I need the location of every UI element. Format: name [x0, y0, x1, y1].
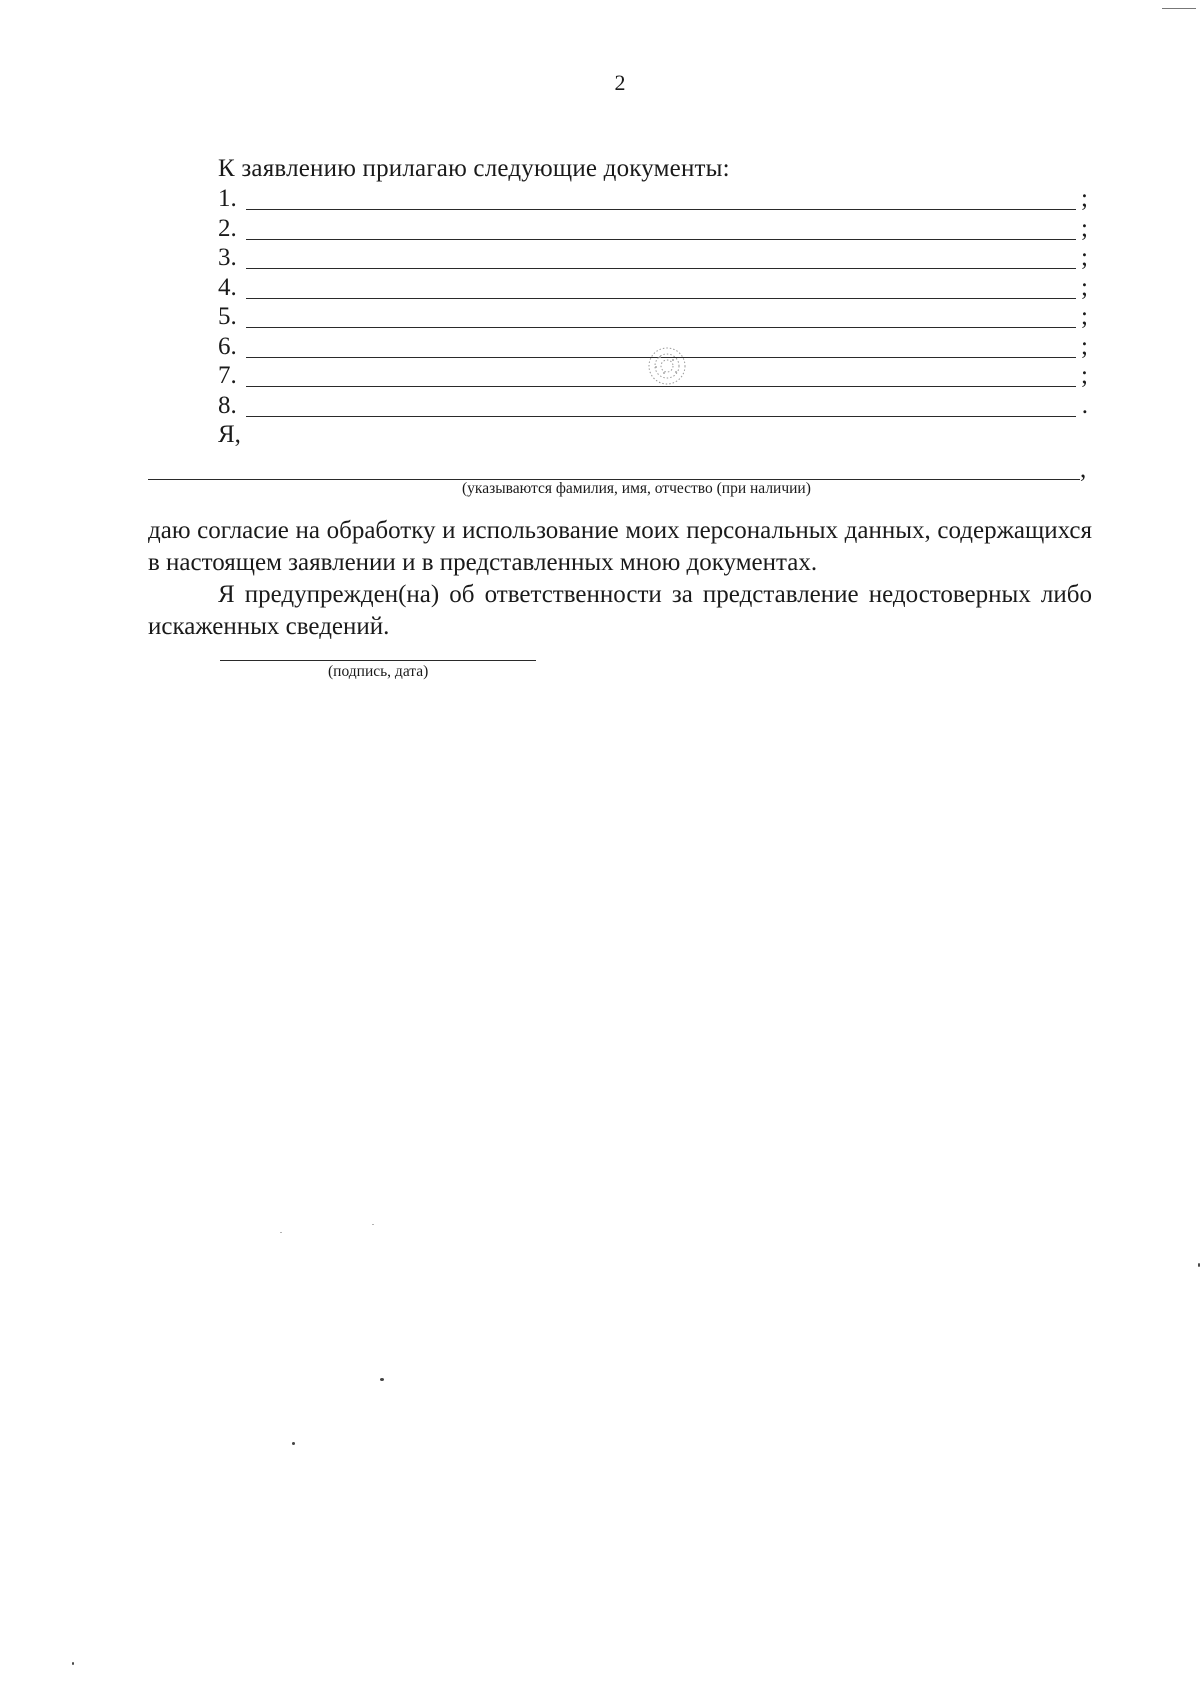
page-number: 2	[614, 70, 626, 95]
list-item-punctuation: ;	[1081, 273, 1088, 301]
list-item-punctuation: .	[1081, 391, 1088, 419]
list-item-punctuation: ;	[1081, 244, 1088, 271]
applicant-prefix: Я,	[218, 421, 241, 448]
list-item	[218, 215, 1088, 245]
list-item-number: 1.	[218, 185, 237, 212]
list-item	[218, 392, 1088, 422]
attachments-heading: К заявлению прилагаю следующие документы:	[218, 155, 730, 182]
scan-speck	[372, 1224, 374, 1225]
consent-paragraph: даю согласие на обработку и использование моих персональных данных, содержащихся в настоящем заявлении и в представленных мною документах.	[148, 517, 1092, 576]
signature-caption: (подпись, дата)	[328, 663, 429, 680]
list-item-punctuation: ;	[1081, 362, 1088, 389]
fill-in-line	[246, 327, 1076, 328]
fill-in-line	[246, 209, 1076, 210]
faint-stamp-icon	[646, 345, 688, 387]
list-item-number: 8.	[218, 391, 237, 419]
list-item-number: 6.	[218, 332, 237, 360]
fill-in-line	[246, 268, 1076, 269]
fill-in-line	[246, 298, 1076, 299]
list-item	[218, 185, 1088, 215]
fill-in-line	[246, 239, 1076, 240]
scan-speck	[380, 1378, 384, 1381]
list-item-number: 2.	[218, 214, 237, 242]
list-item-number: 5.	[218, 303, 237, 330]
list-item	[218, 244, 1088, 274]
list-item-number: 7.	[218, 362, 237, 389]
applicant-name-caption: (указываются фамилия, имя, отчество (при наличии)	[462, 480, 811, 497]
list-item-punctuation: ;	[1081, 185, 1088, 212]
applicant-comma: ,	[1080, 456, 1087, 483]
scan-speck	[72, 1662, 74, 1665]
list-item-number: 4.	[218, 273, 237, 301]
scan-edge-mark	[1162, 8, 1196, 9]
list-item	[218, 303, 1088, 333]
scan-speck	[292, 1442, 295, 1445]
list-item-punctuation: ;	[1081, 214, 1088, 242]
scan-speck	[280, 1232, 282, 1233]
list-item-number: 3.	[218, 244, 237, 271]
declaration-text	[148, 515, 1092, 643]
list-item-punctuation: ;	[1081, 303, 1088, 330]
list-item	[218, 274, 1088, 304]
warning-paragraph: Я предупрежден(на) об ответственности за представление недостоверных либо искаженных сведений.	[148, 581, 1092, 640]
fill-in-line	[246, 416, 1076, 417]
signature-line	[220, 660, 536, 661]
list-item-punctuation: ;	[1081, 332, 1088, 360]
